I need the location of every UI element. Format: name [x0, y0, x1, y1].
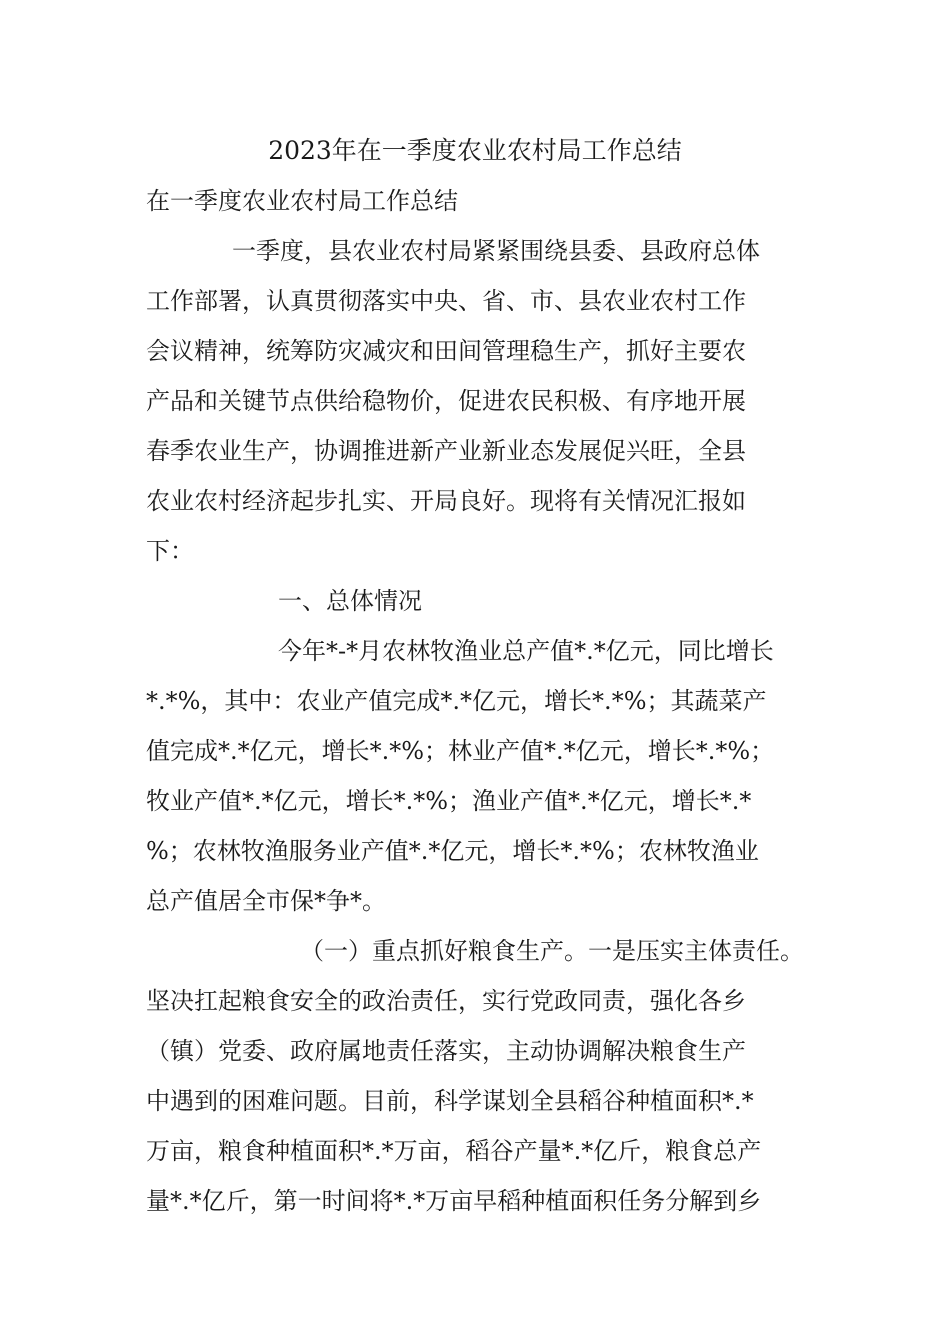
paragraph-line: 工作部署，认真贯彻落实中央、省、市、县农业农村工作 [146, 287, 746, 315]
paragraph-line: %；农林牧渔服务业产值*.*亿元，增长*.*%；农林牧渔业 [146, 837, 759, 865]
paragraph-line: 总产值居全市保*争*。 [146, 887, 386, 915]
paragraph-line: *.*%，其中：农业产值完成*.*亿元，增长*.*%；其蔬菜产 [146, 687, 767, 715]
paragraph-line: 坚决扛起粮食安全的政治责任，实行党政同责，强化各乡 [146, 987, 746, 1015]
paragraph-line: 会议精神，统筹防灾减灾和田间管理稳生产，抓好主要农 [146, 337, 746, 365]
paragraph-line: 产品和关键节点供给稳物价，促进农民积极、有序地开展 [146, 387, 746, 415]
paragraph-line: 农业农村经济起步扎实、开局良好。现将有关情况汇报如 [146, 487, 746, 515]
document-title: 2023年在一季度农业农村局工作总结 [268, 136, 682, 165]
paragraph-line: 量*.*亿斤，第一时间将*.*万亩早稻种植面积任务分解到乡 [146, 1187, 762, 1215]
paragraph-line: 万亩，粮食种植面积*.*万亩，稻谷产量*.*亿斤，粮食总产 [146, 1137, 762, 1165]
paragraph-line: （镇）党委、政府属地责任落实，主动协调解决粮食生产 [146, 1037, 746, 1065]
section-heading: 一、总体情况 [278, 587, 422, 615]
paragraph-line: 下： [146, 537, 194, 565]
paragraph-line: 牧业产值*.*亿元，增长*.*%；渔业产值*.*亿元，增长*.* [146, 787, 752, 815]
subsection-heading-line: （一）重点抓好粮食生产。一是压实主体责任。 [300, 937, 804, 965]
paragraph-line: 今年*-*月农林牧渔业总产值*.*亿元，同比增长 [278, 637, 774, 665]
paragraph-line: 中遇到的困难问题。目前，科学谋划全县稻谷种植面积*.* [146, 1087, 754, 1115]
paragraph-line: 一季度，县农业农村局紧紧围绕县委、县政府总体 [232, 237, 760, 265]
paragraph-line: 春季农业生产，协调推进新产业新业态发展促兴旺，全县 [146, 437, 746, 465]
paragraph-line: 值完成*.*亿元，增长*.*%；林业产值*.*亿元，增长*.*%； [146, 737, 775, 765]
document-subtitle: 在一季度农业农村局工作总结 [146, 187, 458, 215]
